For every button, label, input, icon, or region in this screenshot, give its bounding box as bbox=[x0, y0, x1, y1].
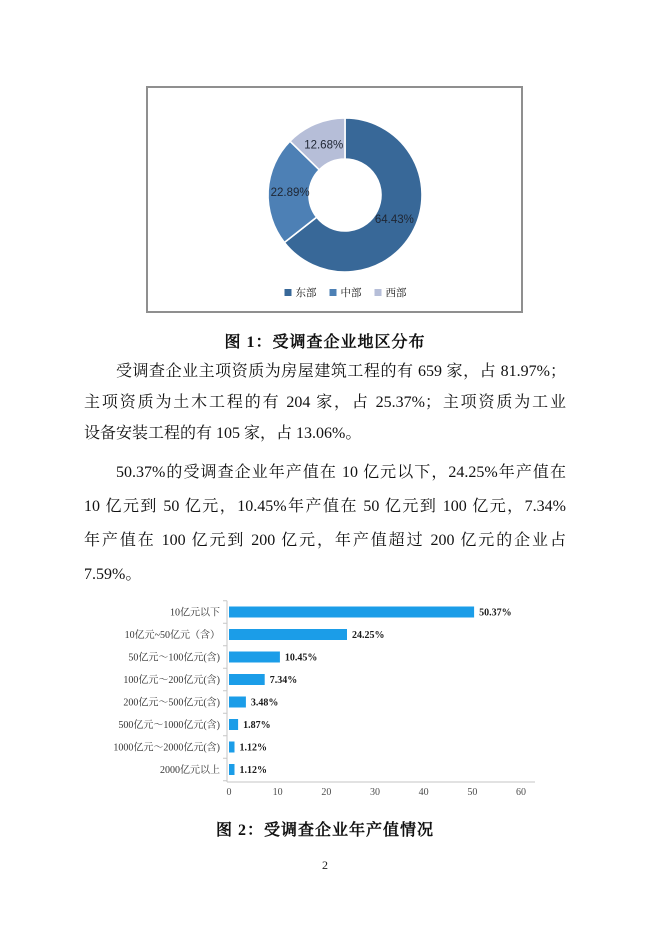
bar-6 bbox=[229, 742, 235, 753]
paragraph-line: 设备安装工程的有 105 家，占 13.06%。 bbox=[84, 425, 362, 442]
bar-1 bbox=[229, 629, 347, 640]
bar-category-label-6: 1000亿元～2000亿元(含) bbox=[113, 742, 220, 754]
figure2-bar-chart bbox=[95, 595, 555, 805]
bar-chart-svg bbox=[95, 595, 555, 805]
bar-data-label-4: 3.48% bbox=[250, 697, 279, 709]
bar-4 bbox=[229, 697, 246, 708]
paragraph-qualifications bbox=[84, 356, 566, 449]
x-tick-label-2: 20 bbox=[321, 787, 332, 798]
bar-data-label-2: 10.45% bbox=[284, 652, 318, 664]
bar-data-label-6: 1.12% bbox=[239, 742, 267, 754]
legend-label-0: 东部 bbox=[295, 288, 317, 299]
figure1-frame bbox=[146, 86, 523, 313]
donut-data-label-2: 12.68% bbox=[304, 139, 344, 152]
bar-data-label-0: 50.37% bbox=[479, 607, 512, 619]
paragraph-line: 50.37%的受调查企业年产值在 10 亿元以下，24.25%年产值在 bbox=[116, 464, 566, 481]
paragraph-line: 年产值在 100 亿元到 200 亿元，年产值超过 200 亿元的企业占 bbox=[84, 532, 566, 549]
bar-7 bbox=[229, 764, 235, 775]
legend-swatch-1 bbox=[330, 289, 337, 296]
paragraph-line: 10 亿元到 50 亿元，10.45%年产值在 50 亿元到 100 亿元，7.34% bbox=[84, 498, 566, 515]
bar-2 bbox=[229, 652, 280, 663]
x-tick-label-4: 40 bbox=[418, 787, 429, 798]
paragraph-annual-output bbox=[84, 456, 566, 592]
donut-chart-svg bbox=[148, 88, 521, 311]
x-tick-label-0: 0 bbox=[226, 787, 232, 798]
legend-swatch-0 bbox=[285, 289, 292, 296]
bar-category-label-5: 500亿元～1000亿元(含) bbox=[118, 720, 220, 731]
x-tick-label-3: 30 bbox=[370, 787, 380, 798]
figure2-caption: 图 2：受调查企业年产值情况 bbox=[215, 822, 434, 839]
bar-category-label-0: 10亿元以下 bbox=[170, 607, 220, 619]
legend-swatch-2 bbox=[375, 289, 382, 296]
bar-data-label-5: 1.87% bbox=[243, 720, 271, 731]
bar-category-label-3: 100亿元～200亿元(含) bbox=[123, 675, 220, 686]
bar-category-label-1: 10亿元~50亿元（含） bbox=[124, 630, 220, 641]
bar-3 bbox=[229, 674, 265, 685]
paragraph-line: 主项资质为土木工程的有 204 家，占 25.37%；主项资质为工业 bbox=[84, 394, 566, 411]
bar-0 bbox=[229, 607, 474, 618]
donut-data-label-1: 22.89% bbox=[270, 187, 310, 199]
paragraph-line: 受调查企业主项资质为房屋建筑工程的有 659 家，占 81.97%； bbox=[116, 363, 566, 380]
bar-category-label-4: 200亿元～500亿元(含) bbox=[123, 697, 220, 709]
bar-5 bbox=[229, 719, 238, 730]
donut-data-label-0: 64.43% bbox=[374, 214, 414, 227]
bar-data-label-7: 1.12% bbox=[239, 765, 267, 776]
figure1-caption: 图 1：受调查企业地区分布 bbox=[224, 334, 426, 351]
bar-category-label-7: 2000亿元以上 bbox=[160, 765, 220, 776]
paragraph-line: 7.59%。 bbox=[84, 566, 142, 583]
legend-label-2: 西部 bbox=[385, 288, 407, 299]
page-number: 2 bbox=[322, 858, 328, 872]
x-tick-label-1: 10 bbox=[272, 787, 283, 798]
legend-label-1: 中部 bbox=[340, 288, 362, 299]
bar-data-label-1: 24.25% bbox=[352, 630, 385, 641]
bar-data-label-3: 7.34% bbox=[269, 675, 298, 686]
x-tick-label-5: 50 bbox=[467, 787, 478, 798]
bar-category-label-2: 50亿元～100亿元(含) bbox=[128, 652, 220, 664]
x-tick-label-6: 60 bbox=[516, 787, 526, 798]
